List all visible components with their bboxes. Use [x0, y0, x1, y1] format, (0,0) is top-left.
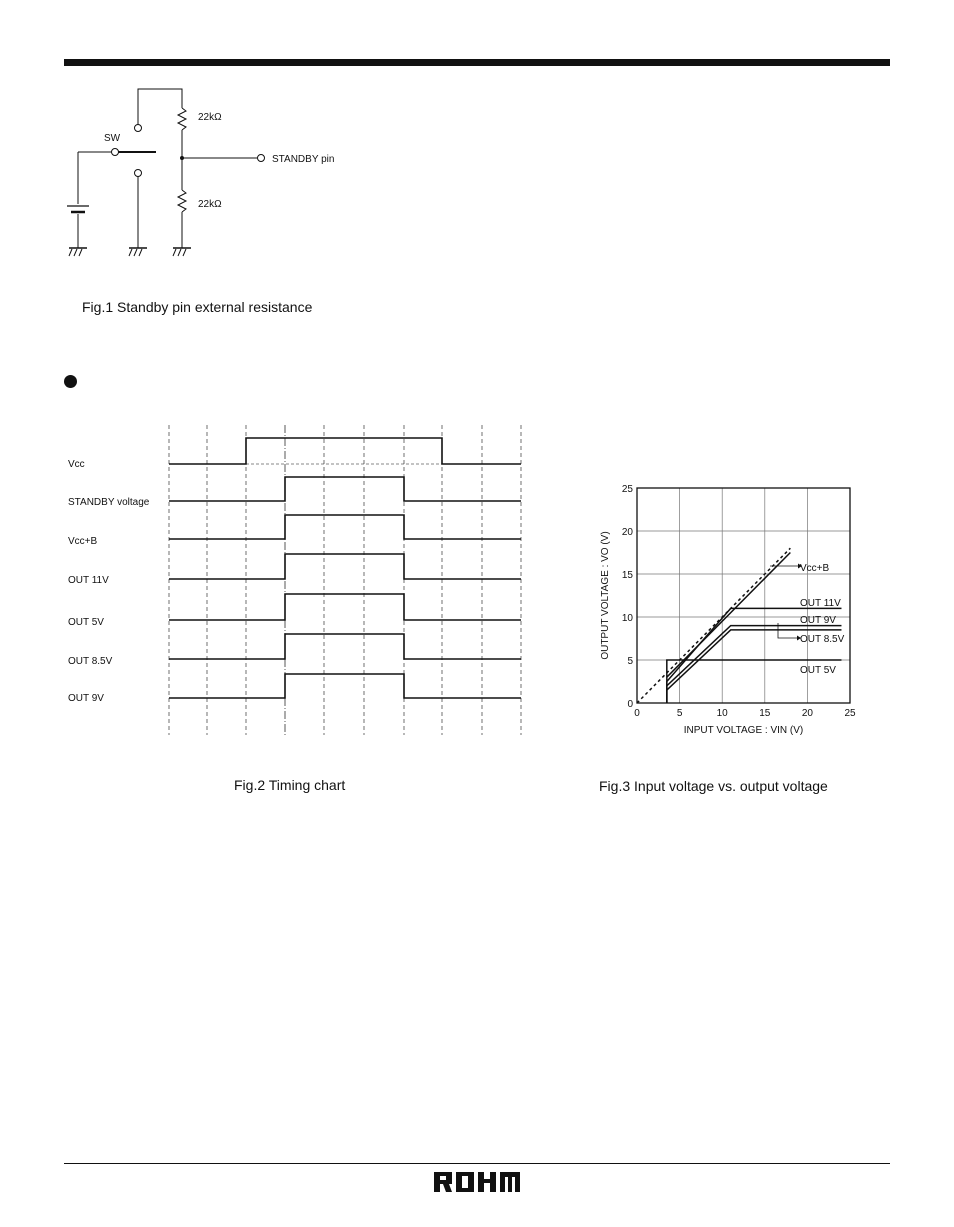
timing-chart: [60, 420, 530, 740]
timing-row-label: Vcc+B: [68, 536, 98, 547]
rohm-logo: [433, 1170, 521, 1194]
timing-row-label: OUT 9V: [68, 693, 104, 704]
y-tick-label: 25: [621, 484, 633, 495]
sw-label: SW: [104, 133, 121, 144]
x-tick-label: 5: [676, 708, 683, 719]
series-annotation: OUT 9V: [800, 615, 836, 626]
fig3-caption: Fig.3 Input voltage vs. output voltage: [599, 778, 828, 794]
timing-row-label: OUT 8.5V: [68, 656, 113, 667]
x-tick-label: 0: [634, 708, 640, 719]
section-bullet: [64, 375, 77, 388]
r2-label: 22kΩ: [198, 199, 222, 210]
y-tick-label: 0: [627, 699, 633, 710]
series-annotation: OUT 5V: [800, 665, 836, 676]
x-axis-label: INPUT VOLTAGE : VIN (V): [683, 725, 804, 736]
y-axis-label: OUTPUT VOLTAGE : VO (V): [600, 531, 611, 660]
x-tick-label: 10: [716, 708, 728, 719]
standby-schematic: [60, 80, 360, 270]
io-voltage-chart: [590, 478, 880, 748]
series-annotation: Vcc+B: [800, 563, 830, 574]
x-tick-label: 25: [844, 708, 856, 719]
series-line: [667, 553, 791, 678]
y-tick-label: 20: [621, 527, 633, 538]
y-tick-label: 15: [621, 570, 633, 581]
y-tick-label: 5: [627, 656, 633, 667]
header-rule: [64, 59, 890, 66]
x-tick-label: 15: [759, 708, 771, 719]
footer-rule: [64, 1163, 890, 1164]
fig1-caption: Fig.1 Standby pin external resistance: [82, 299, 313, 315]
x-tick-label: 20: [801, 708, 813, 719]
timing-row-label: STANDBY voltage: [68, 497, 150, 508]
fig2-caption: Fig.2 Timing chart: [234, 777, 346, 793]
y-tick-label: 10: [621, 613, 633, 624]
series-annotation: OUT 11V: [800, 598, 841, 609]
timing-row-label: OUT 5V: [68, 617, 104, 628]
timing-row-label: OUT 11V: [68, 575, 109, 586]
r1-label: 22kΩ: [198, 112, 222, 123]
series-annotation: OUT 8.5V: [800, 634, 845, 645]
standby-pin-label: STANDBY pin: [272, 154, 335, 165]
timing-row-label: Vcc: [68, 459, 85, 470]
